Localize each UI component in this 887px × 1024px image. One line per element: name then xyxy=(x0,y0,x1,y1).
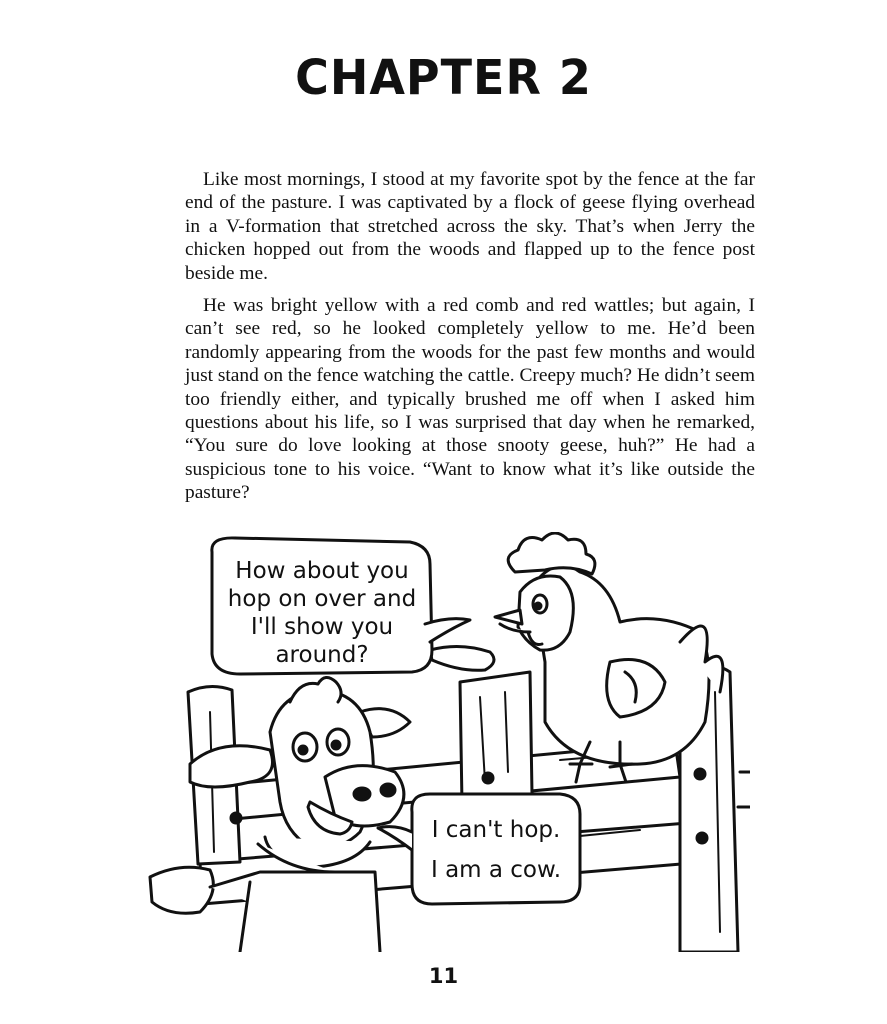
chicken-bubble-line-1: How about you xyxy=(235,558,409,584)
chicken-speech-bubble xyxy=(212,538,470,674)
cow-and-chicken-illustration xyxy=(140,532,750,952)
chapter-title: CHAPTER 2 xyxy=(295,48,592,106)
chicken-bubble-line-3: I'll show you xyxy=(250,614,394,640)
chapter-body xyxy=(185,168,755,505)
chicken-bubble-line-2: hop on over and xyxy=(227,586,417,612)
paragraph-1: Like most mornings, I stood at my favorite spot by the fence at the far end of the pasture. I was captivated by a flock of geese flying overhead in a V-formation that stretched across the sky. That’s when Jerry the chicken hopped out from the woods and flapped up to the fence post beside me. xyxy=(185,169,755,284)
cow-bubble-line-1: I can't hop. xyxy=(431,817,561,843)
paragraph-2: He was bright yellow with a red comb and red wattles; but again, I can’t see red, so he looked completely yellow to me. He’d been randomly appearing from the woods for the past few months and would just stand on the fence watching the cattle. Creepy much? He didn’t seem too friendly either, and typically brushed me off when I asked him questions about his life, so I was surprised that day when he remarked, “You sure do love looking at those snooty geese, huh?” He had a suspicious tone to his voice. “Want to know what it’s like outside the pasture? xyxy=(185,295,755,504)
chicken-bubble-line-4: around? xyxy=(275,642,369,668)
page-number: 11 xyxy=(428,964,459,988)
cow-bubble-line-2: I am a cow. xyxy=(430,857,562,883)
